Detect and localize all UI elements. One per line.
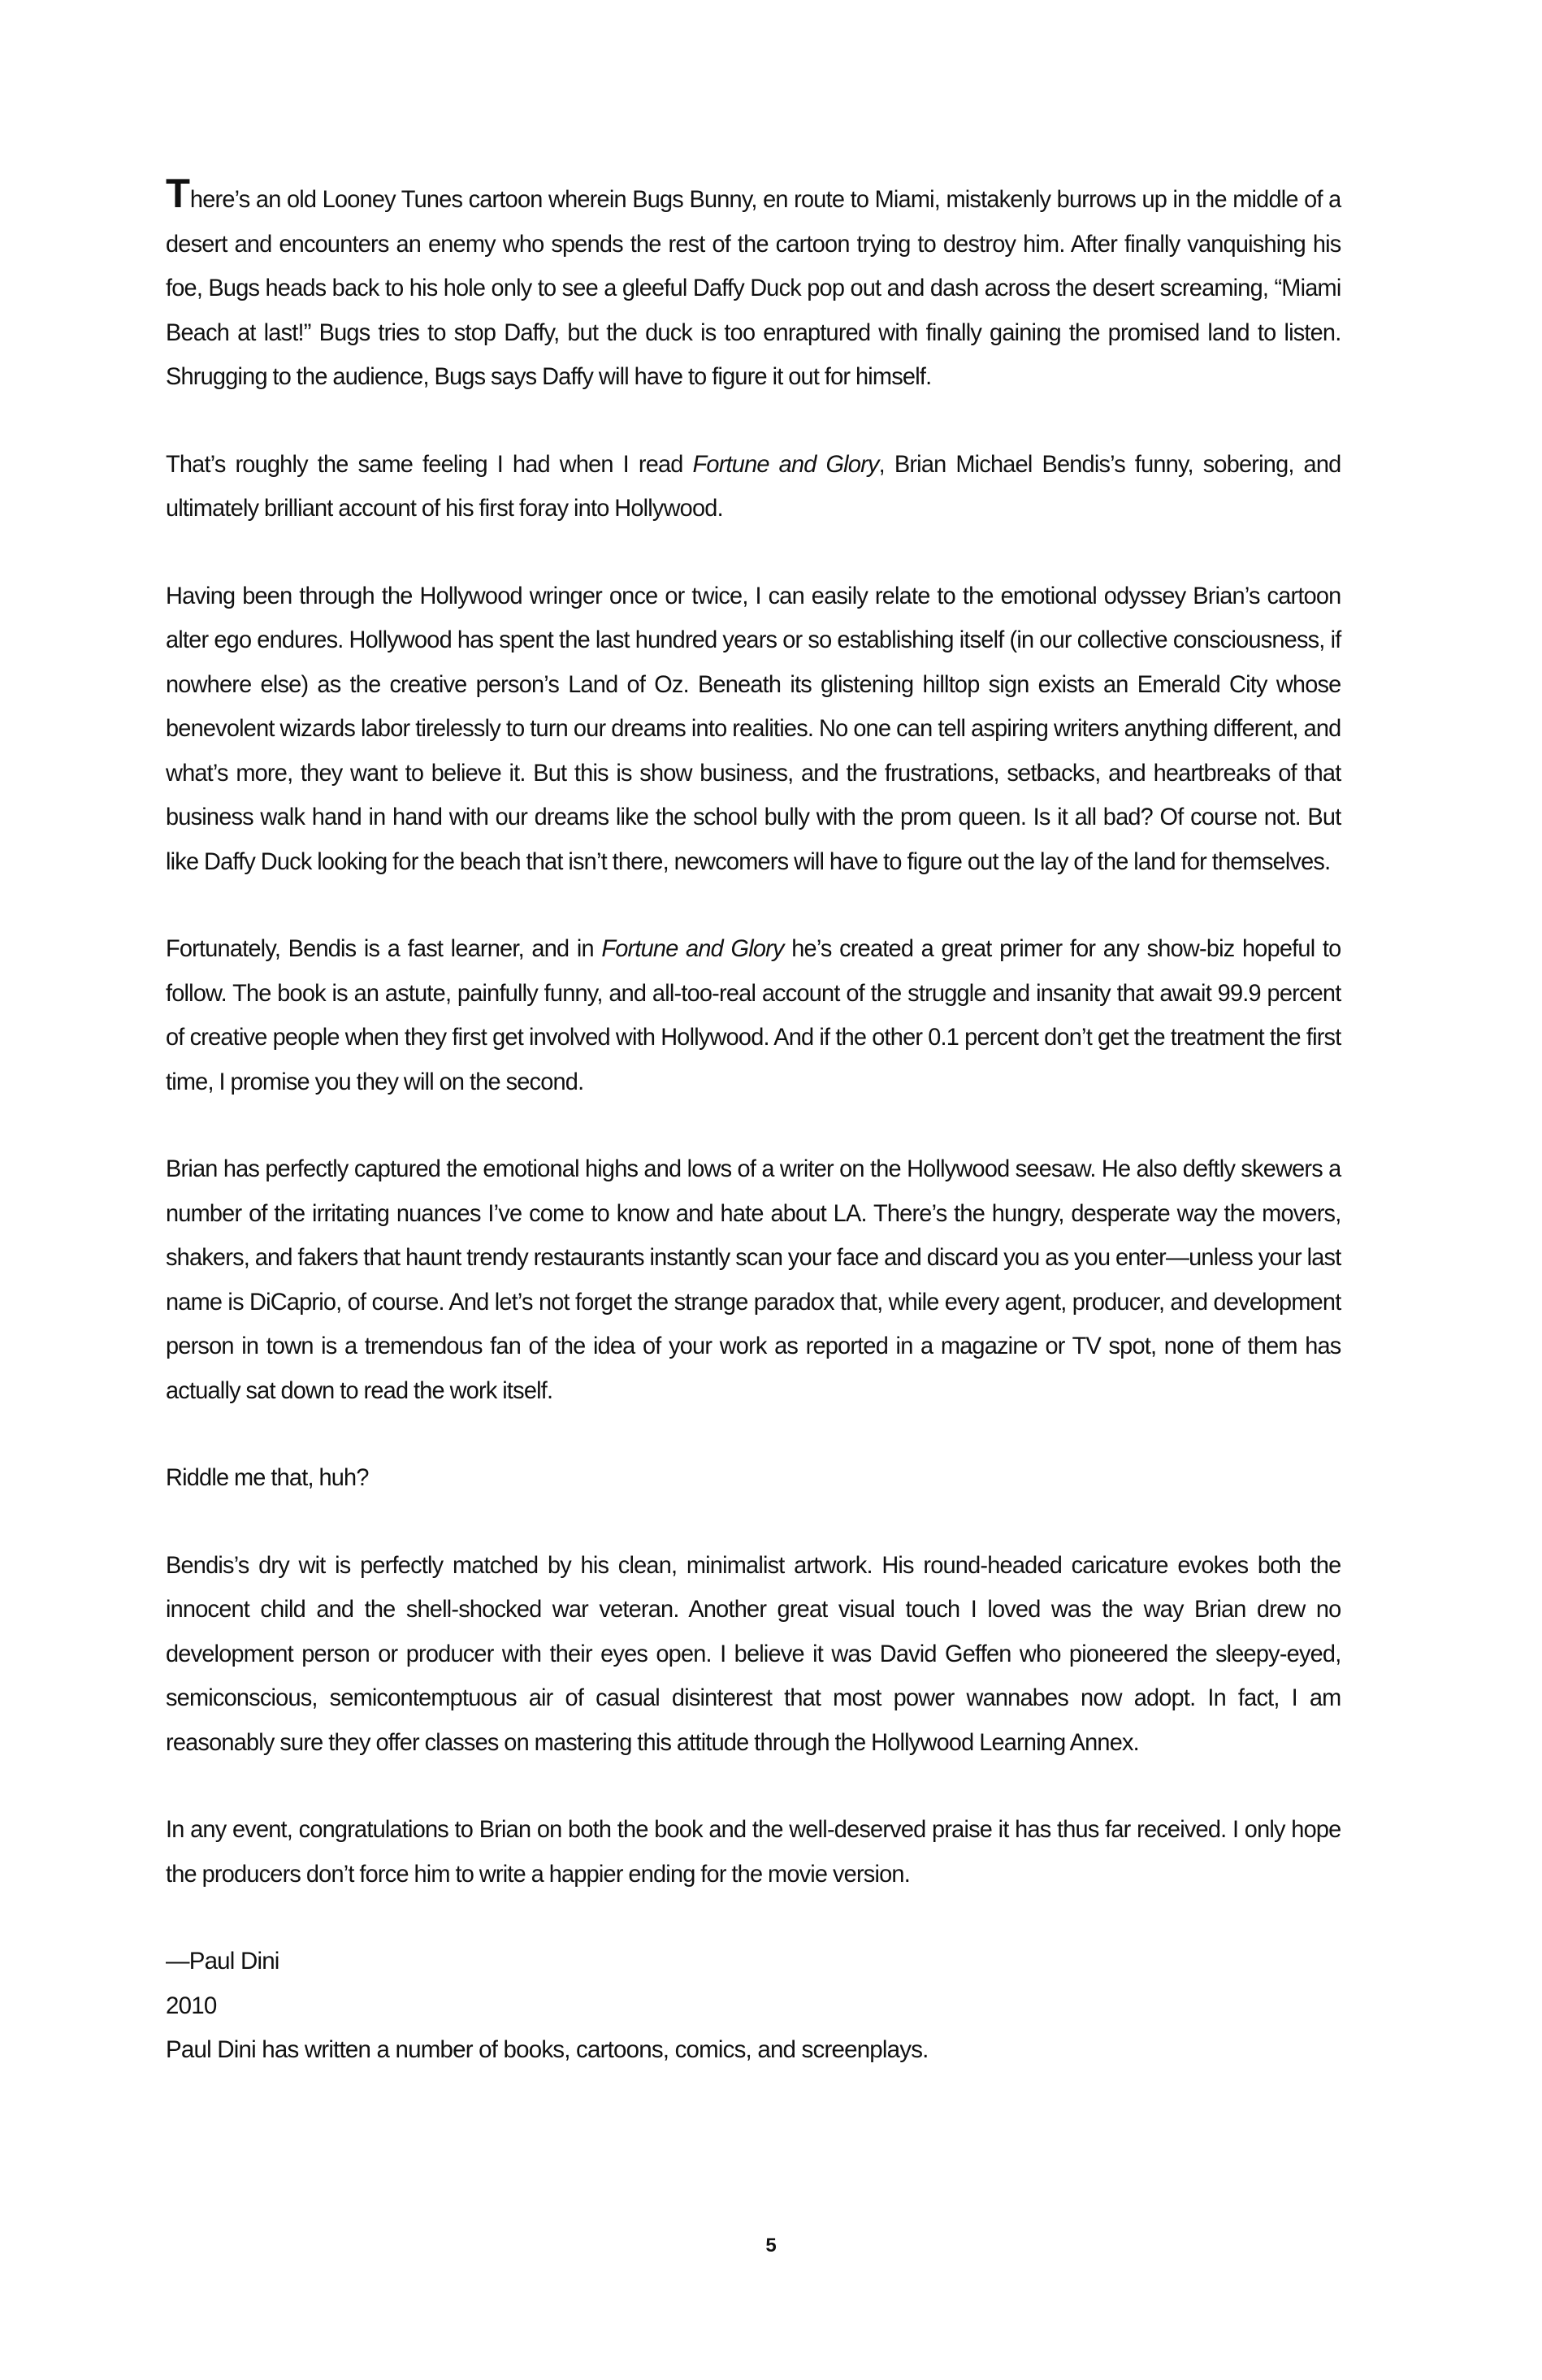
- book-title: Fortune and Glory: [601, 935, 784, 962]
- paragraph-text: he’s created a great primer for any show-biz hopeful to follow. The book is an astute, painfully funny, and all-too-real account of the struggle and insanity that await 99.9 percent of creative people when they first get involved with Hollywood. And if the other 0.1 percent don’t get the treatment the first time, I promise you they will on the second.: [166, 935, 1341, 1095]
- paragraph-text: Having been through the Hollywood wringer once or twice, I can easily relate to the emotional odyssey Brian’s cartoon alter ego endures. Hollywood has spent the last hundred years or so establishing itself (in our collective consciousness, if nowhere else) as the creative person’s Land of Oz. Beneath its glistening hilltop sign exists an Emerald City whose benevolent wizards labor tirelessly to turn our dreams into realities. No one can tell aspiring writers anything different, and what’s more, they want to believe it. But this is show business, and the frustrations, setbacks, and heartbreaks of that business walk hand in hand with our dreams like the school bully with the prom queen. Is it all bad? Of course not. But like Daffy Duck looking for the beach that isn’t there, newcomers will have to figure out the lay of the land for themselves.: [166, 582, 1341, 875]
- paragraph-7: [166, 1544, 1341, 1766]
- paragraph-1: [166, 171, 1341, 400]
- paragraph-text: That’s roughly the same feeling I had when I read: [166, 450, 693, 478]
- signature-year: 2010: [166, 1992, 217, 2019]
- signature-block: [166, 1940, 1365, 2073]
- book-title: Fortune and Glory: [692, 450, 879, 478]
- author-bio: Paul Dini has written a number of books, cartoons, comics, and screenplays.: [166, 2036, 929, 2063]
- author-signature: —Paul Dini: [166, 1948, 279, 1975]
- paragraph-text: , Brian Michael Bendis’s funny, sobering, and ultimately brilliant account of his first foray into Hollywood.: [166, 450, 1341, 522]
- paragraph-text: Bendis’s dry wit is perfectly matched by his clean, minimalist artwork. His round-headed caricature evokes both the innocent child and the shell-shocked war veteran. Another great visual touch I loved was the way Brian drew no development person or producer with their eyes open. I believe it was David Geffen who pioneered the sleepy-eyed, semiconscious, semicontemptuous air of casual disinterest that most power wannabes now adopt. In fact, I am reasonably sure they offer classes on mastering this attitude through the Hollywood Learning Annex.: [166, 1551, 1341, 1756]
- paragraph-8: [166, 1808, 1341, 1897]
- paragraph-text: Brian has perfectly captured the emotional highs and lows of a writer on the Hollywood seesaw. He also deftly skewers a number of the irritating nuances I’ve come to know and hate about LA. There’s the hungry, desperate way the movers, shakers, and fakers that haunt trendy restaurants instantly scan your face and discard you as you enter—unless your last name is DiCaprio, of course. And let’s not forget the strange paradox that, while every agent, producer, and development person in town is a tremendous fan of the idea of your work as reported in a magazine or TV spot, none of them has actually sat down to read the work itself.: [166, 1155, 1341, 1404]
- paragraph-text: In any event, congratulations to Brian on both the book and the well-deserved praise it has thus far received. I only hope the producers don’t force him to write a happier ending for the movie version.: [166, 1816, 1341, 1888]
- paragraph-6: [166, 1456, 1341, 1501]
- paragraph-2: [166, 443, 1341, 531]
- paragraph-text: Fortunately, Bendis is a fast learner, and in: [166, 935, 602, 962]
- paragraph-text: Riddle me that, huh?: [166, 1464, 369, 1491]
- paragraph-5: [166, 1147, 1341, 1413]
- page-number: 5: [765, 2235, 777, 2256]
- paragraph-4: [166, 927, 1341, 1104]
- paragraph-3: [166, 574, 1341, 885]
- drop-cap: T: [166, 171, 190, 216]
- paragraph-text: here’s an old Looney Tunes cartoon wherein Bugs Bunny, en route to Miami, mistakenly burrows up in the middle of a desert and encounters an enemy who spends the rest of the cartoon trying to destroy him. After finally vanquishing his foe, Bugs heads back to his hole only to see a gleeful Daffy Duck pop out and dash across the desert screaming, “Miami Beach at last!” Bugs tries to stop Daffy, but the duck is too enraptured with finally gaining the promised land to listen. Shrugging to the audience, Bugs says Daffy will have to figure it out for himself.: [166, 186, 1341, 390]
- essay-body: [166, 171, 1365, 2073]
